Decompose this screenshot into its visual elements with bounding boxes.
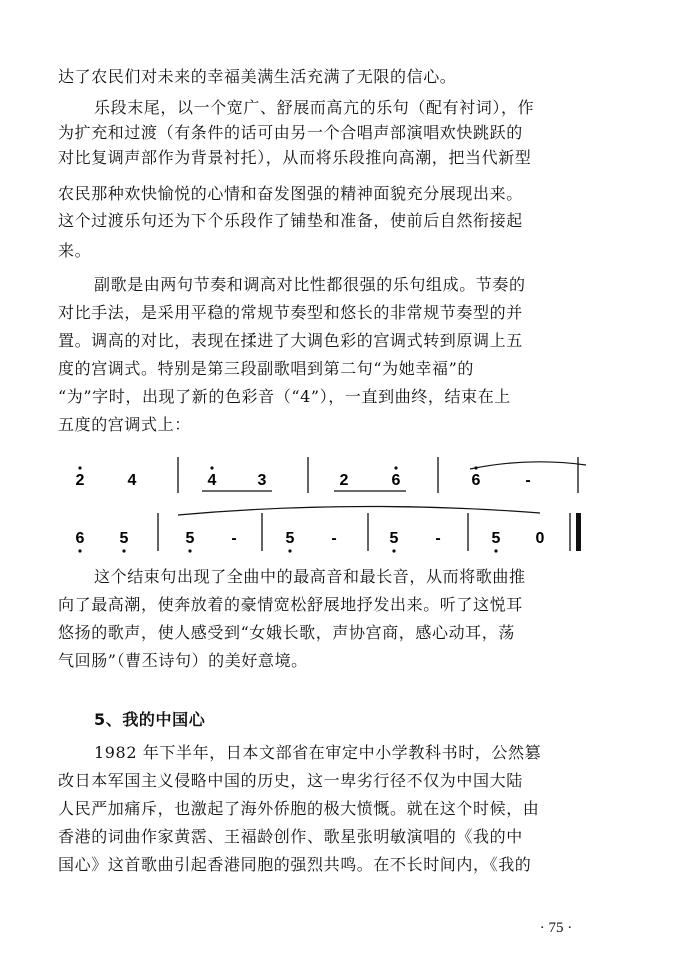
text-line: 悠扬的歌声，使人感受到“女娥长歌，声协宫商，感心动耳，荡	[58, 623, 515, 642]
text-line: 1982 年下半年，日本文部省在审定中小学教科书时，公然篡	[94, 743, 542, 762]
score-row-2	[76, 506, 545, 552]
text-line: 五度的宫调式上：	[58, 415, 191, 434]
score-note: 6	[471, 472, 481, 489]
text-line: 乐段末尾，以一个宽广、舒展而高亢的乐句（配有衬词），作	[94, 98, 535, 117]
text-line: 国心》这首歌曲引起香港同胞的强烈共鸣。在不长时间内，《我的	[58, 855, 532, 874]
score-note: 4	[127, 472, 137, 489]
score-note: 6	[391, 472, 401, 489]
score-note: 2	[75, 472, 85, 489]
page-number: · 75 ·	[539, 920, 573, 936]
text-line: 香港的词曲作家黄霑、王福龄创作、歌星张明敏演唱的《我的中	[58, 827, 523, 846]
score-note: -	[231, 530, 237, 547]
text-line: 为扩充和过渡（有条件的话可由另一个合唱声部演唱欢快跳跃的	[58, 123, 523, 142]
numbered-notation-score	[58, 455, 598, 555]
score-note: 5	[491, 530, 501, 547]
text-line: 气回肠”（曹丕诗句）的美好意境。	[58, 651, 308, 670]
octave-dot	[78, 466, 81, 469]
slur-arc	[178, 506, 540, 515]
score-note: -	[331, 530, 337, 547]
text-line: 置。调高的对比，表现在揉进了大调色彩的宫调式转到原调上五	[58, 331, 523, 350]
text-line: 人民严加痛斥，也激起了海外侨胞的极大愤慨。就在这个时候，由	[58, 799, 540, 818]
octave-dot	[122, 549, 125, 552]
text-line: 来。	[58, 241, 92, 260]
score-row-1	[76, 462, 586, 491]
text-line: 向了最高潮，使奔放着的豪情宽松舒展地抒发出来。听了这悦耳	[58, 595, 523, 614]
octave-dot	[288, 549, 291, 552]
text-line: 这个过渡乐句还为下个乐段作了铺垫和准备，使前后自然衔接起	[58, 211, 523, 230]
octave-dot	[494, 549, 497, 552]
octave-dot	[210, 466, 213, 469]
score-note: 5	[185, 530, 195, 547]
score-note: -	[435, 530, 441, 547]
text-line: 副歌是由两句节奏和调高对比性都很强的乐句组成。节奏的	[94, 275, 526, 294]
final-bar-thick	[576, 513, 581, 551]
text-line: 度的宫调式。特别是第三段副歌唱到第二句“为她幸福”的	[58, 359, 474, 378]
score-note: 2	[339, 472, 349, 489]
score-note: 0	[535, 530, 545, 547]
section-heading: 5、我的中国心	[94, 710, 206, 729]
text-line: 这个结束句出现了全曲中的最高音和最长音，从而将歌曲推	[94, 567, 526, 586]
octave-dot	[78, 549, 81, 552]
score-note: 4	[207, 472, 217, 489]
tie-arc	[470, 462, 586, 469]
text-line: 达了农民们对未来的幸福美满生活充满了无限的信心。	[58, 67, 457, 86]
bar-lines	[158, 457, 581, 551]
score-note: 3	[257, 472, 267, 489]
text-line: 农民那种欢快愉悦的心情和奋发图强的精神面貌充分展现出来。	[58, 184, 523, 203]
text-line: 对比复调声部作为背景衬托），从而将乐段推向高潮，把当代新型	[58, 148, 532, 167]
score-note: 5	[119, 530, 129, 547]
score-note: 5	[389, 530, 399, 547]
octave-dot	[188, 549, 191, 552]
octave-dot	[394, 466, 397, 469]
text-line: 改日本军国主义侵略中国的历史，这一卑劣行径不仅为中国大陆	[58, 771, 523, 790]
score-note: 5	[285, 530, 295, 547]
score-note: -	[525, 472, 531, 489]
octave-dot	[392, 549, 395, 552]
score-note: 6	[75, 530, 85, 547]
text-line: “为”字时，出现了新的色彩音（“4”），一直到曲终，结束在上	[58, 387, 511, 406]
text-line: 对比手法，是采用平稳的常规节奏型和悠长的非常规节奏型的并	[58, 303, 523, 322]
